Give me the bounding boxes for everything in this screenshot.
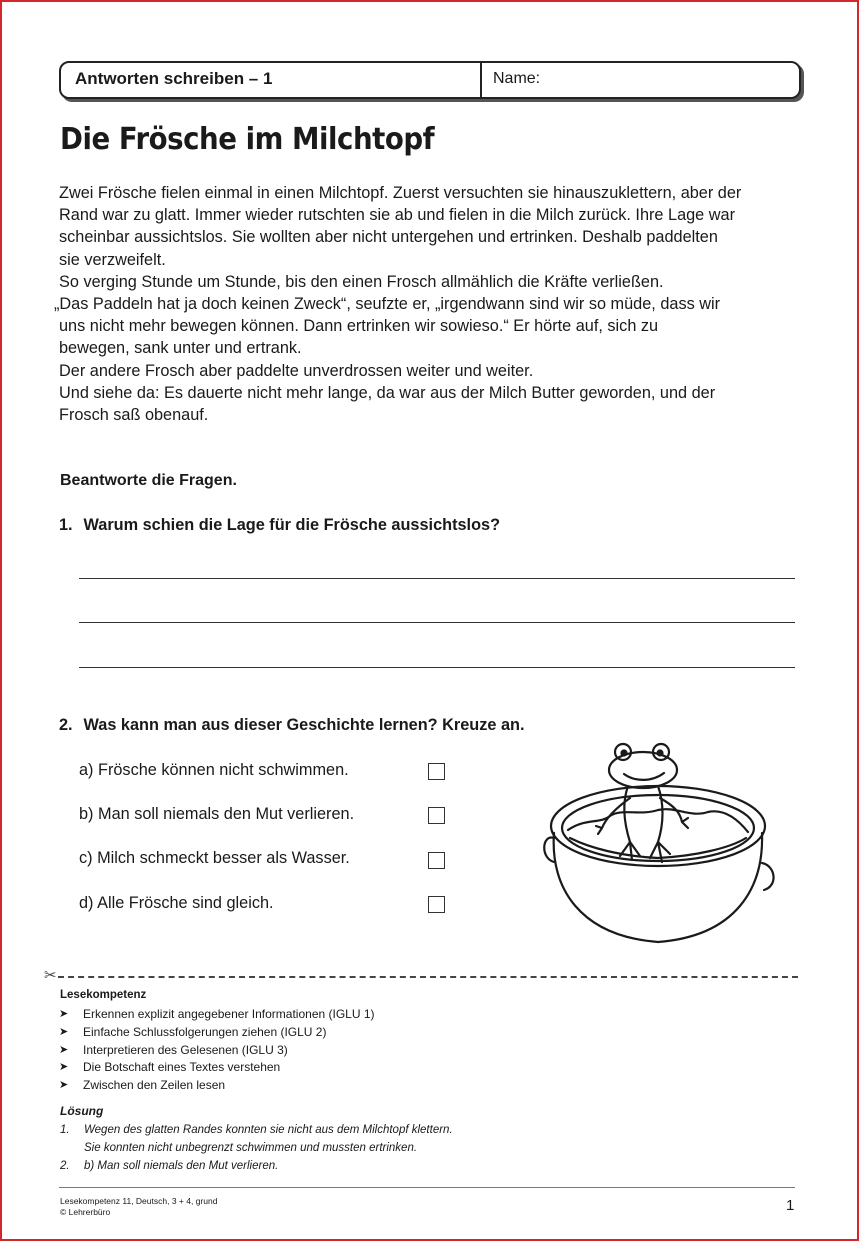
- worksheet-header: [59, 61, 801, 99]
- question-1: [59, 516, 500, 535]
- footer-line: Lesekompetenz 11, Deutsch, 3 + 4, grund: [60, 1196, 218, 1206]
- story-line: Rand war zu glatt. Immer wieder rutschten sie ab und fielen in die Milch zurück. Ihre Lage war: [59, 206, 735, 225]
- list-item: ➤ Interpretieren des Gelesenen (IGLU 3): [59, 1042, 375, 1060]
- question-1-number: 1.: [59, 516, 73, 534]
- story-line: Frosch saß obenauf.: [59, 406, 209, 425]
- instruction: Beantworte die Fragen.: [60, 472, 237, 489]
- story-line: bewegen, sank unter und ertrank.: [59, 339, 302, 358]
- name-field-label[interactable]: Name:: [493, 70, 541, 87]
- story-text: [54, 182, 804, 426]
- option-d-checkbox[interactable]: [428, 896, 445, 913]
- footer-copyright: © Lehrerbüro: [60, 1207, 111, 1217]
- list-item: ➤ Die Botschaft eines Textes verstehen: [59, 1059, 375, 1077]
- option-b-label: b) Man soll niemals den Mut verlieren.: [79, 805, 355, 823]
- list-item: ➤ Erkennen explizit angegebener Informationen (IGLU 1): [59, 1006, 375, 1024]
- question-2-number: 2.: [59, 716, 73, 734]
- list-item: ➤ Einfache Schlussfolgerungen ziehen (IGLU 2): [59, 1024, 375, 1042]
- story-line: sie verzweifelt.: [59, 250, 166, 269]
- option-c-label: c) Milch schmeckt besser als Wasser.: [79, 849, 350, 867]
- story-line: Und siehe da: Es dauerte nicht mehr lange, da war aus der Milch Butter geworden, und der: [59, 383, 716, 402]
- question-2-text: Was kann man aus dieser Geschichte lernen? Kreuze an.: [83, 716, 525, 734]
- answer-line[interactable]: [79, 622, 795, 623]
- list-item: ➤ Zwischen den Zeilen lesen: [59, 1077, 375, 1095]
- arrow-bullet-icon: ➤: [59, 1043, 69, 1056]
- worksheet-title: Antworten schreiben – 1: [75, 69, 273, 88]
- story-line: uns nicht mehr bewegen können. Dann ertrinken wir sowieso.“ Er hörte auf, sich zu: [59, 317, 659, 336]
- option-a-label: a) Frösche können nicht schwimmen.: [79, 761, 349, 779]
- story-line: So verging Stunde um Stunde, bis den einen Frosch allmählich die Kräfte verließen.: [59, 272, 664, 291]
- answer-line[interactable]: [79, 667, 795, 668]
- cut-line: [58, 976, 798, 978]
- story-line: Der andere Frosch aber paddelte unverdrossen weiter und weiter.: [59, 361, 534, 380]
- solution-heading: Lösung: [60, 1104, 104, 1118]
- frog-in-pot-icon: [540, 738, 780, 953]
- answer-line[interactable]: [79, 578, 795, 579]
- arrow-bullet-icon: ➤: [59, 1008, 69, 1020]
- story-title: Die Frösche im Milchtopf: [60, 122, 435, 157]
- option-b-checkbox[interactable]: [428, 807, 445, 824]
- competence-list: [59, 1006, 375, 1095]
- story-line: scheinbar aussichtslos. Sie wollten aber nicht untergehen und ertrinken. Deshalb paddelten: [59, 228, 718, 247]
- solution-line: 2. b) Man soll niemals den Mut verlieren.: [60, 1159, 279, 1172]
- header-divider: [480, 63, 482, 97]
- option-a-checkbox[interactable]: [428, 763, 445, 780]
- question-1-text: Warum schien die Lage für die Frösche aussichtslos?: [83, 516, 501, 534]
- competence-heading: Lesekompetenz: [60, 989, 147, 1001]
- option-d-label: d) Alle Frösche sind gleich.: [79, 894, 274, 912]
- footer-rule: [59, 1187, 795, 1188]
- story-line: „Das Paddeln hat ja doch keinen Zweck“, seufzte er, „irgendwann sind wir so müde, dass wir: [54, 295, 721, 314]
- solution-list: [60, 1122, 453, 1175]
- solution-line: Sie konnten nicht unbegrenzt schwimmen und mussten ertrinken.: [84, 1141, 418, 1154]
- solution-line: 1. Wegen des glatten Randes konnten sie nicht aus dem Milchtopf klettern.: [60, 1124, 453, 1136]
- scissors-icon: ✂: [44, 967, 57, 984]
- story-line: Zwei Frösche fielen einmal in einen Milchtopf. Zuerst versuchten sie hinauszuklettern, aber der: [59, 184, 742, 202]
- arrow-bullet-icon: ➤: [59, 1061, 69, 1074]
- page-number: 1: [786, 1197, 795, 1214]
- arrow-bullet-icon: ➤: [59, 1025, 69, 1038]
- footer-source: [60, 1196, 217, 1218]
- arrow-bullet-icon: ➤: [59, 1079, 69, 1092]
- option-c-checkbox[interactable]: [428, 852, 445, 869]
- question-2: [59, 716, 524, 735]
